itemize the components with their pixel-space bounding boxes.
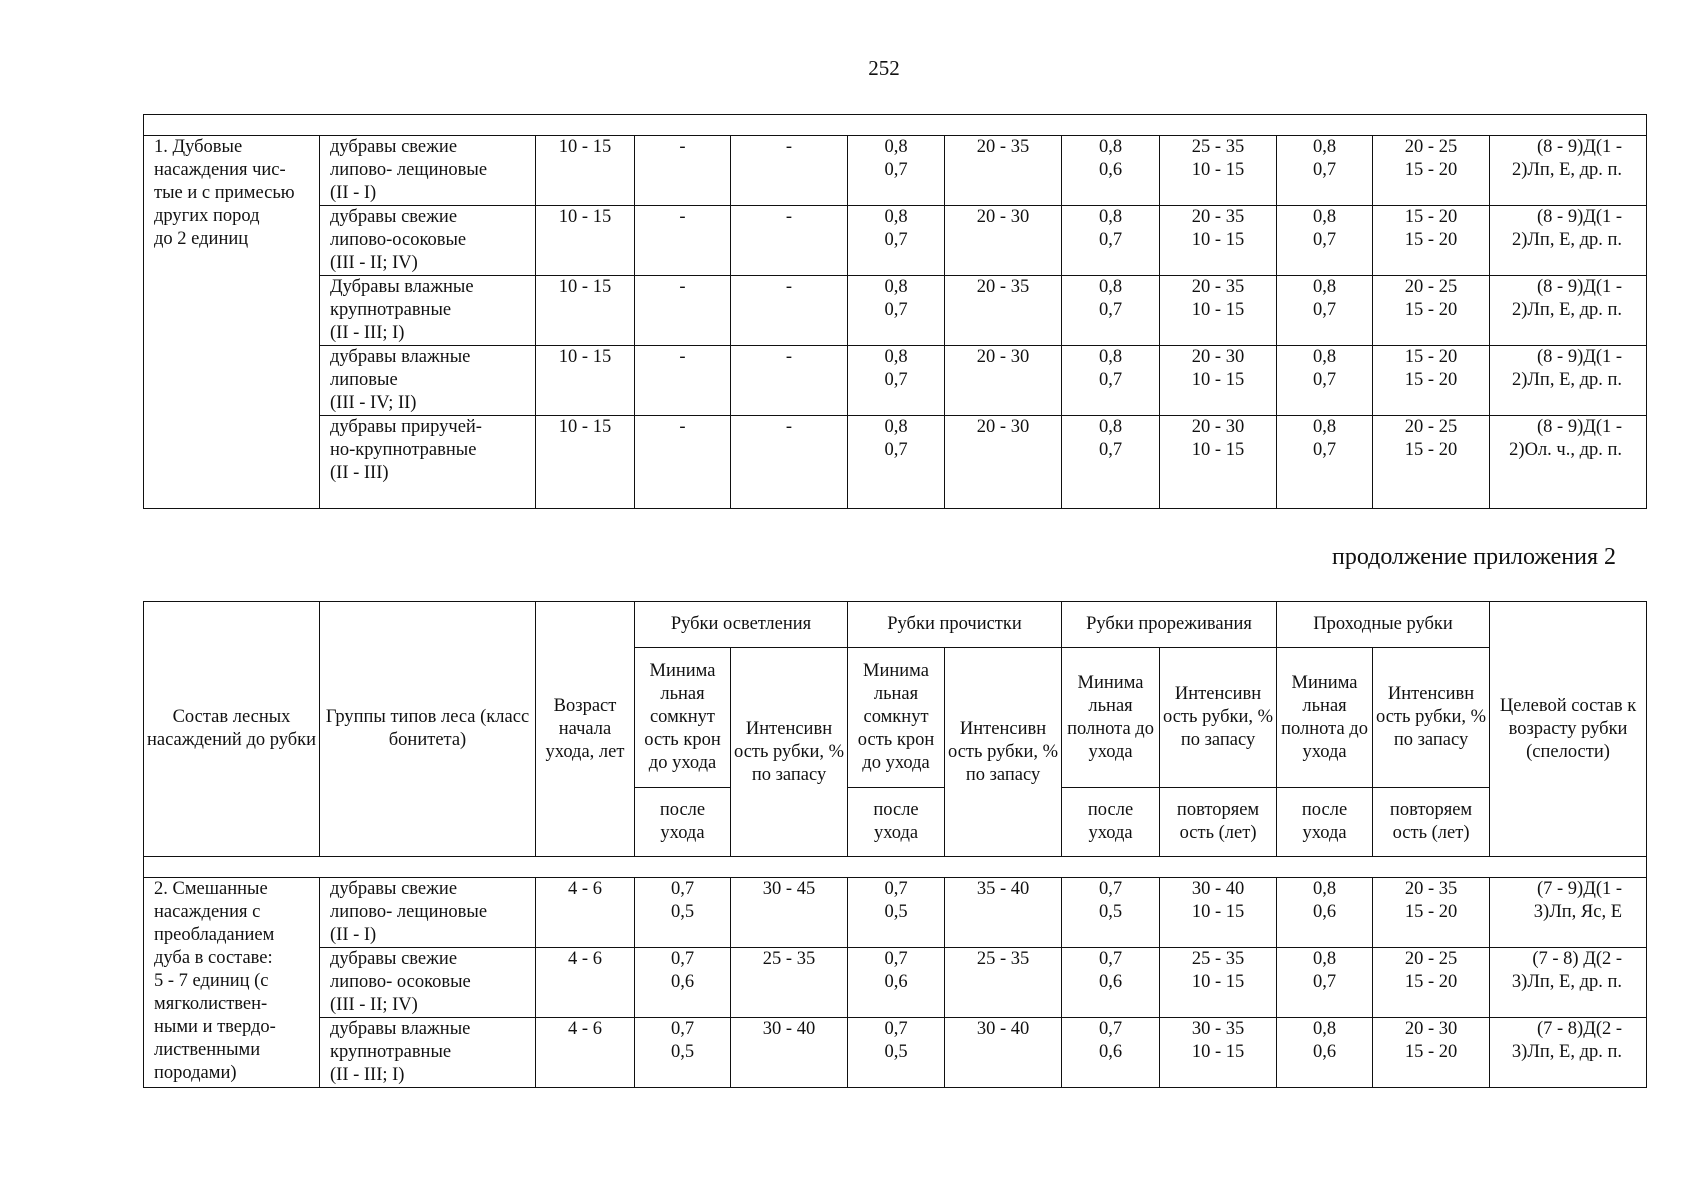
target-cell-line: (8 - 9)Д bbox=[1537, 207, 1596, 227]
prh-int-cell-line: 20 - 30 bbox=[1404, 1019, 1458, 1039]
pro-min-cell bbox=[848, 416, 945, 509]
prz-int-cell-line: 10 - 15 bbox=[1191, 972, 1245, 992]
pro-min-cell bbox=[848, 136, 945, 206]
osv-min-cell: - bbox=[635, 346, 731, 416]
header-osv-min: Минима льная сомкнут ость крон до ухода bbox=[635, 648, 731, 788]
pro-min-cell-line: 0,7 bbox=[884, 1019, 908, 1039]
header-osv-after: после ухода bbox=[635, 788, 731, 857]
prh-min-cell bbox=[1277, 1018, 1373, 1088]
pro-min-cell-line: 0,8 bbox=[884, 207, 908, 227]
page-number: 252 bbox=[868, 56, 900, 80]
table-row bbox=[144, 878, 1647, 948]
prz-min-cell-line: 0,7 bbox=[1098, 879, 1123, 899]
forest-type-cell-line: крупнотравные bbox=[330, 1042, 452, 1062]
group-label-line: насаждения чис- bbox=[154, 160, 286, 180]
group-label-line: 2. Смешанные bbox=[154, 879, 268, 899]
forest-type-cell-line: дубравы свежие bbox=[330, 137, 458, 157]
prh-int-cell bbox=[1373, 416, 1490, 509]
forest-type-cell bbox=[320, 276, 536, 346]
prh-int-cell-line: 15 - 20 bbox=[1404, 370, 1458, 390]
osv-min-cell-line: 0,5 bbox=[670, 902, 695, 922]
header-pro-int: Интенсивн ость рубки, % по запасу bbox=[945, 648, 1062, 857]
header-prh-after: после ухода bbox=[1277, 788, 1373, 857]
age-cell: 10 - 15 bbox=[536, 346, 635, 416]
pro-int-cell: 35 - 40 bbox=[945, 878, 1062, 948]
forest-type-cell-line: дубравы свежие bbox=[330, 207, 458, 227]
target-cell-line: (8 - 9)Д bbox=[1537, 137, 1596, 157]
osv-min-cell bbox=[635, 1018, 731, 1088]
prh-min-cell-line: 0,7 bbox=[1312, 300, 1337, 320]
prh-min-cell-line: 0,8 bbox=[1312, 277, 1337, 297]
prz-int-cell-line: 10 - 15 bbox=[1191, 902, 1245, 922]
target-cell-line: Лп, Е, др. п. bbox=[1527, 972, 1623, 992]
target-cell bbox=[1490, 136, 1647, 206]
header-target: Целевой состав к возрасту рубки (спелости) bbox=[1490, 602, 1647, 857]
prz-int-cell bbox=[1160, 346, 1277, 416]
prh-min-cell-line: 0,7 bbox=[1312, 230, 1337, 250]
header-osv-int: Интенсивн ость рубки, % по запасу bbox=[731, 648, 848, 857]
age-cell: 4 - 6 bbox=[536, 878, 635, 948]
prz-min-cell-line: 0,7 bbox=[1098, 949, 1123, 969]
target-cell bbox=[1490, 878, 1647, 948]
table-part-2 bbox=[143, 601, 1647, 1088]
prh-int-cell-line: 15 - 20 bbox=[1404, 902, 1458, 922]
osv-min-cell-line: 0,5 bbox=[670, 1042, 695, 1062]
target-cell-line: (8 - 9)Д bbox=[1537, 347, 1596, 367]
target-cell-line: (2 - 3) bbox=[1511, 1019, 1623, 1062]
prz-min-cell-line: 0,7 bbox=[1098, 440, 1123, 460]
table-row bbox=[144, 276, 1647, 346]
prh-int-cell-line: 15 - 20 bbox=[1404, 160, 1458, 180]
target-cell-line: (2 - 3) bbox=[1511, 949, 1623, 992]
pro-min-cell-line: 0,6 bbox=[884, 972, 908, 992]
pro-min-cell bbox=[848, 276, 945, 346]
group-label-line: тые и с примесью bbox=[154, 183, 295, 203]
header-prorezhivanie: Рубки прореживания bbox=[1062, 602, 1277, 648]
prh-int-cell-line: 15 - 20 bbox=[1404, 1042, 1458, 1062]
target-cell-line: (7 - 9)Д bbox=[1536, 879, 1596, 899]
forest-type-cell-line: Дубравы влажные bbox=[330, 277, 474, 297]
osv-min-cell bbox=[635, 878, 731, 948]
target-cell bbox=[1490, 206, 1647, 276]
target-cell bbox=[1490, 346, 1647, 416]
group-label-cell bbox=[144, 878, 320, 1088]
osv-min-cell-line: 0,7 bbox=[670, 879, 695, 899]
prh-int-cell-line: 20 - 25 bbox=[1404, 137, 1458, 157]
forest-type-cell-line: липово- лещиновые bbox=[330, 902, 488, 922]
prz-int-cell-line: 20 - 30 bbox=[1191, 417, 1245, 437]
prz-min-cell bbox=[1062, 948, 1160, 1018]
target-cell-line: (1 - 2) bbox=[1511, 347, 1623, 390]
prz-int-cell bbox=[1160, 136, 1277, 206]
table-row bbox=[144, 136, 1647, 206]
pro-min-cell-line: 0,8 bbox=[884, 137, 908, 157]
forest-type-cell-line: дубравы свежие bbox=[330, 879, 458, 899]
prz-int-cell-line: 20 - 30 bbox=[1191, 347, 1245, 367]
forest-type-cell-line: дубравы свежие bbox=[330, 949, 458, 969]
prh-int-cell bbox=[1373, 276, 1490, 346]
prz-int-cell-line: 10 - 15 bbox=[1191, 440, 1245, 460]
group-label-line: насаждения с bbox=[154, 902, 261, 922]
table-part-1 bbox=[143, 114, 1647, 509]
prz-int-cell bbox=[1160, 206, 1277, 276]
target-cell bbox=[1490, 416, 1647, 509]
prz-int-cell-line: 10 - 15 bbox=[1191, 1042, 1245, 1062]
prh-int-cell-line: 20 - 25 bbox=[1404, 949, 1458, 969]
target-cell-line: Лп, Е, др. п. bbox=[1527, 230, 1623, 250]
pro-min-cell-line: 0,7 bbox=[884, 300, 908, 320]
pro-min-cell-line: 0,7 bbox=[884, 370, 908, 390]
osv-int-cell: - bbox=[731, 416, 848, 509]
target-cell-line: (1 - 2) bbox=[1511, 137, 1623, 180]
table-row bbox=[144, 206, 1647, 276]
osv-min-cell: - bbox=[635, 136, 731, 206]
header-pro-min: Минима льная сомкнут ость крон до ухода bbox=[848, 648, 945, 788]
forest-type-cell-line: дубравы приручей- bbox=[330, 417, 482, 437]
prz-int-cell-line: 30 - 40 bbox=[1191, 879, 1245, 899]
prh-int-cell bbox=[1373, 206, 1490, 276]
header-prz-min: Минима льная полнота до ухода bbox=[1062, 648, 1160, 788]
age-cell: 10 - 15 bbox=[536, 416, 635, 509]
prh-int-cell bbox=[1373, 948, 1490, 1018]
header-age: Возраст начала ухода, лет bbox=[536, 602, 635, 857]
prz-int-cell-line: 10 - 15 bbox=[1191, 300, 1245, 320]
prz-int-cell bbox=[1160, 276, 1277, 346]
prh-min-cell bbox=[1277, 416, 1373, 509]
prz-min-cell bbox=[1062, 206, 1160, 276]
header-prohodnye: Проходные рубки bbox=[1277, 602, 1490, 648]
continuation-title: продолжение приложения 2 bbox=[1332, 544, 1616, 570]
prh-min-cell-line: 0,8 bbox=[1312, 347, 1337, 367]
prh-min-cell-line: 0,8 bbox=[1312, 417, 1337, 437]
target-cell-line: Лп, Е, др. п. bbox=[1527, 300, 1623, 320]
forest-type-cell-line: (II - III; I) bbox=[330, 1065, 405, 1085]
target-cell-line: (1 - 2) bbox=[1511, 277, 1623, 320]
pro-min-cell-line: 0,5 bbox=[884, 1042, 908, 1062]
forest-type-cell-line: (II - III; I) bbox=[330, 323, 405, 343]
prh-int-cell-line: 15 - 20 bbox=[1404, 207, 1458, 227]
prh-int-cell-line: 15 - 20 bbox=[1404, 972, 1458, 992]
prz-min-cell-line: 0,8 bbox=[1098, 277, 1123, 297]
prh-int-cell-line: 20 - 35 bbox=[1404, 879, 1458, 899]
forest-type-cell bbox=[320, 1018, 536, 1088]
osv-min-cell-line: 0,6 bbox=[670, 972, 695, 992]
target-cell-line: (1 - 3) bbox=[1533, 879, 1623, 922]
pro-int-cell: 20 - 35 bbox=[945, 136, 1062, 206]
prh-int-cell-line: 15 - 20 bbox=[1404, 440, 1458, 460]
target-cell-line: Ол. ч., др. п. bbox=[1524, 440, 1623, 460]
prz-min-cell bbox=[1062, 878, 1160, 948]
group-label-line: мягколиствен- bbox=[154, 994, 268, 1014]
prh-int-cell bbox=[1373, 136, 1490, 206]
age-cell: 4 - 6 bbox=[536, 948, 635, 1018]
forest-type-cell bbox=[320, 416, 536, 509]
prz-int-cell-line: 25 - 35 bbox=[1191, 137, 1245, 157]
target-cell-line: Лп, Е, др. п. bbox=[1527, 370, 1623, 390]
forest-type-cell bbox=[320, 346, 536, 416]
pro-min-cell-line: 0,5 bbox=[884, 902, 908, 922]
age-cell: 10 - 15 bbox=[536, 276, 635, 346]
target-cell-line: (7 - 8)Д bbox=[1536, 1019, 1596, 1039]
pro-min-cell-line: 0,8 bbox=[884, 347, 908, 367]
forest-type-cell-line: крупнотравные bbox=[330, 300, 452, 320]
prz-min-cell-line: 0,7 bbox=[1098, 1019, 1123, 1039]
forest-type-cell-line: (III - II; IV) bbox=[330, 253, 418, 273]
target-cell-line: (1 - 2) bbox=[1511, 207, 1623, 250]
prz-min-cell-line: 0,5 bbox=[1098, 902, 1123, 922]
osv-int-cell: - bbox=[731, 136, 848, 206]
age-cell: 4 - 6 bbox=[536, 1018, 635, 1088]
pro-int-cell: 25 - 35 bbox=[945, 948, 1062, 1018]
group-label-line: до 2 единиц bbox=[154, 229, 249, 249]
prz-min-cell-line: 0,8 bbox=[1098, 347, 1123, 367]
forest-type-cell bbox=[320, 878, 536, 948]
forest-type-cell-line: дубравы влажные bbox=[330, 347, 471, 367]
target-cell-line: Лп, Е, др. п. bbox=[1527, 1042, 1623, 1062]
prh-int-cell bbox=[1373, 346, 1490, 416]
target-cell bbox=[1490, 1018, 1647, 1088]
group-label-line: ными и твердо- bbox=[154, 1017, 276, 1037]
target-cell-line: Лп, Яс, Е bbox=[1549, 902, 1623, 922]
header-forest-groups: Группы типов леса (класс бонитета) bbox=[320, 602, 536, 857]
pro-min-cell-line: 0,7 bbox=[884, 160, 908, 180]
prz-int-cell bbox=[1160, 1018, 1277, 1088]
prz-min-cell-line: 0,7 bbox=[1098, 230, 1123, 250]
target-cell-line: (8 - 9)Д bbox=[1537, 277, 1596, 297]
prh-int-cell-line: 20 - 25 bbox=[1404, 277, 1458, 297]
prz-min-cell bbox=[1062, 346, 1160, 416]
prh-int-cell-line: 15 - 20 bbox=[1404, 300, 1458, 320]
target-cell-line: Лп, Е, др. п. bbox=[1527, 160, 1623, 180]
table-row bbox=[144, 1018, 1647, 1088]
group-label-line: преобладанием bbox=[154, 925, 275, 945]
prh-min-cell-line: 0,8 bbox=[1312, 1019, 1337, 1039]
forest-type-cell-line: липово- лещиновые bbox=[330, 160, 488, 180]
osv-int-cell: - bbox=[731, 346, 848, 416]
pro-int-cell: 20 - 30 bbox=[945, 346, 1062, 416]
table-row bbox=[144, 948, 1647, 1018]
pro-int-cell: 20 - 30 bbox=[945, 206, 1062, 276]
pro-min-cell bbox=[848, 1018, 945, 1088]
forest-type-cell-line: (II - III) bbox=[330, 463, 389, 483]
prz-min-cell bbox=[1062, 1018, 1160, 1088]
pro-int-cell: 20 - 35 bbox=[945, 276, 1062, 346]
osv-min-cell-line: 0,7 bbox=[670, 949, 695, 969]
pro-min-cell bbox=[848, 948, 945, 1018]
pro-min-cell-line: 0,7 bbox=[884, 879, 908, 899]
osv-int-cell: 25 - 35 bbox=[731, 948, 848, 1018]
age-cell: 10 - 15 bbox=[536, 206, 635, 276]
prh-min-cell-line: 0,8 bbox=[1312, 949, 1337, 969]
forest-type-cell-line: (II - I) bbox=[330, 925, 377, 945]
table-row bbox=[144, 346, 1647, 416]
header-pro-after: после ухода bbox=[848, 788, 945, 857]
pro-int-cell: 20 - 30 bbox=[945, 416, 1062, 509]
header-prz-repeat: повторяем ость (лет) bbox=[1160, 788, 1277, 857]
header-prz-int: Интенсивн ость рубки, % по запасу bbox=[1160, 648, 1277, 788]
prh-int-cell-line: 20 - 25 bbox=[1404, 417, 1458, 437]
prz-int-cell bbox=[1160, 878, 1277, 948]
prz-min-cell-line: 0,8 bbox=[1098, 417, 1123, 437]
forest-type-cell-line: (III - IV; II) bbox=[330, 393, 417, 413]
group-label-line: породами) bbox=[154, 1063, 237, 1083]
prh-min-cell-line: 0,7 bbox=[1312, 370, 1337, 390]
forest-type-cell-line: (III - II; IV) bbox=[330, 995, 418, 1015]
osv-min-cell: - bbox=[635, 416, 731, 509]
prz-min-cell bbox=[1062, 416, 1160, 509]
prh-min-cell-line: 0,7 bbox=[1312, 440, 1337, 460]
target-cell-line: (7 - 8) Д bbox=[1532, 949, 1596, 969]
header-composition: Состав лесных насаждений до рубки bbox=[144, 602, 320, 857]
prh-int-cell bbox=[1373, 1018, 1490, 1088]
forest-type-cell-line: дубравы влажные bbox=[330, 1019, 471, 1039]
prh-int-cell bbox=[1373, 878, 1490, 948]
pro-int-cell: 30 - 40 bbox=[945, 1018, 1062, 1088]
prz-int-cell-line: 10 - 15 bbox=[1191, 230, 1245, 250]
pro-min-cell-line: 0,7 bbox=[884, 440, 908, 460]
osv-min-cell: - bbox=[635, 276, 731, 346]
prz-int-cell-line: 25 - 35 bbox=[1191, 949, 1245, 969]
forest-type-cell bbox=[320, 136, 536, 206]
prh-min-cell bbox=[1277, 206, 1373, 276]
pro-min-cell bbox=[848, 878, 945, 948]
group-label-cell bbox=[144, 136, 320, 509]
osv-int-cell: 30 - 40 bbox=[731, 1018, 848, 1088]
prh-min-cell-line: 0,8 bbox=[1312, 879, 1337, 899]
pro-min-cell bbox=[848, 346, 945, 416]
group-label-line: дуба в составе: bbox=[154, 948, 273, 968]
forest-type-cell-line: липово-осоковые bbox=[330, 230, 467, 250]
header-prh-int: Интенсивн ость рубки, % по запасу bbox=[1373, 648, 1490, 788]
prh-min-cell-line: 0,6 bbox=[1312, 902, 1337, 922]
osv-min-cell: - bbox=[635, 206, 731, 276]
osv-min-cell bbox=[635, 948, 731, 1018]
target-cell bbox=[1490, 276, 1647, 346]
prz-min-cell-line: 0,6 bbox=[1098, 160, 1123, 180]
prh-min-cell-line: 0,8 bbox=[1312, 137, 1337, 157]
forest-type-cell bbox=[320, 206, 536, 276]
group-label-line: 5 - 7 единиц (с bbox=[154, 971, 269, 991]
group-label-line: других пород bbox=[154, 206, 260, 226]
group-label-line: лиственными bbox=[154, 1040, 261, 1060]
header-prh-repeat: повторяем ость (лет) bbox=[1373, 788, 1490, 857]
osv-min-cell-line: 0,7 bbox=[670, 1019, 695, 1039]
pro-min-cell-line: 0,8 bbox=[884, 277, 908, 297]
table-spacer-row bbox=[144, 115, 1647, 136]
pro-min-cell-line: 0,7 bbox=[884, 230, 908, 250]
prz-min-cell-line: 0,7 bbox=[1098, 300, 1123, 320]
prz-min-cell bbox=[1062, 136, 1160, 206]
prh-min-cell-line: 0,7 bbox=[1312, 160, 1337, 180]
forest-type-cell-line: (II - I) bbox=[330, 183, 377, 203]
prh-min-cell bbox=[1277, 878, 1373, 948]
prz-min-cell-line: 0,6 bbox=[1098, 972, 1123, 992]
header-prh-min: Минима льная полнота до ухода bbox=[1277, 648, 1373, 788]
prz-int-cell-line: 30 - 35 bbox=[1191, 1019, 1245, 1039]
prz-int-cell-line: 10 - 15 bbox=[1191, 370, 1245, 390]
prz-min-cell-line: 0,8 bbox=[1098, 207, 1123, 227]
pro-min-cell-line: 0,8 bbox=[884, 417, 908, 437]
prz-int-cell bbox=[1160, 416, 1277, 509]
prz-min-cell bbox=[1062, 276, 1160, 346]
target-cell-line: (8 - 9)Д bbox=[1537, 417, 1596, 437]
prz-min-cell-line: 0,7 bbox=[1098, 370, 1123, 390]
prh-int-cell-line: 15 - 20 bbox=[1404, 347, 1458, 367]
prh-min-cell-line: 0,6 bbox=[1312, 1042, 1337, 1062]
prz-int-cell-line: 10 - 15 bbox=[1191, 160, 1245, 180]
forest-type-cell bbox=[320, 948, 536, 1018]
prh-int-cell-line: 15 - 20 bbox=[1404, 230, 1458, 250]
osv-int-cell: 30 - 45 bbox=[731, 878, 848, 948]
age-cell: 10 - 15 bbox=[536, 136, 635, 206]
prh-min-cell bbox=[1277, 948, 1373, 1018]
forest-type-cell-line: липовые bbox=[330, 370, 398, 390]
header-prochistki: Рубки прочистки bbox=[848, 602, 1062, 648]
group-label-line: 1. Дубовые bbox=[154, 137, 243, 157]
header-row-1 bbox=[144, 602, 1647, 648]
prh-min-cell bbox=[1277, 346, 1373, 416]
osv-int-cell: - bbox=[731, 276, 848, 346]
prz-int-cell-line: 20 - 35 bbox=[1191, 277, 1245, 297]
forest-type-cell-line: но-крупнотравные bbox=[330, 440, 477, 460]
header-osvetlenie: Рубки осветления bbox=[635, 602, 848, 648]
prz-int-cell bbox=[1160, 948, 1277, 1018]
osv-int-cell: - bbox=[731, 206, 848, 276]
target-cell bbox=[1490, 948, 1647, 1018]
prh-min-cell-line: 0,7 bbox=[1312, 972, 1337, 992]
prz-int-cell-line: 20 - 35 bbox=[1191, 207, 1245, 227]
table-row bbox=[144, 416, 1647, 509]
prh-min-cell-line: 0,8 bbox=[1312, 207, 1337, 227]
pro-min-cell bbox=[848, 206, 945, 276]
prh-min-cell bbox=[1277, 276, 1373, 346]
table-spacer-row bbox=[144, 857, 1647, 878]
prh-min-cell bbox=[1277, 136, 1373, 206]
forest-type-cell-line: липово- осоковые bbox=[330, 972, 471, 992]
pro-min-cell-line: 0,7 bbox=[884, 949, 908, 969]
prz-min-cell-line: 0,6 bbox=[1098, 1042, 1123, 1062]
prz-min-cell-line: 0,8 bbox=[1098, 137, 1123, 157]
header-prz-after: после ухода bbox=[1062, 788, 1160, 857]
target-cell-line: (1 - 2) bbox=[1509, 417, 1623, 460]
